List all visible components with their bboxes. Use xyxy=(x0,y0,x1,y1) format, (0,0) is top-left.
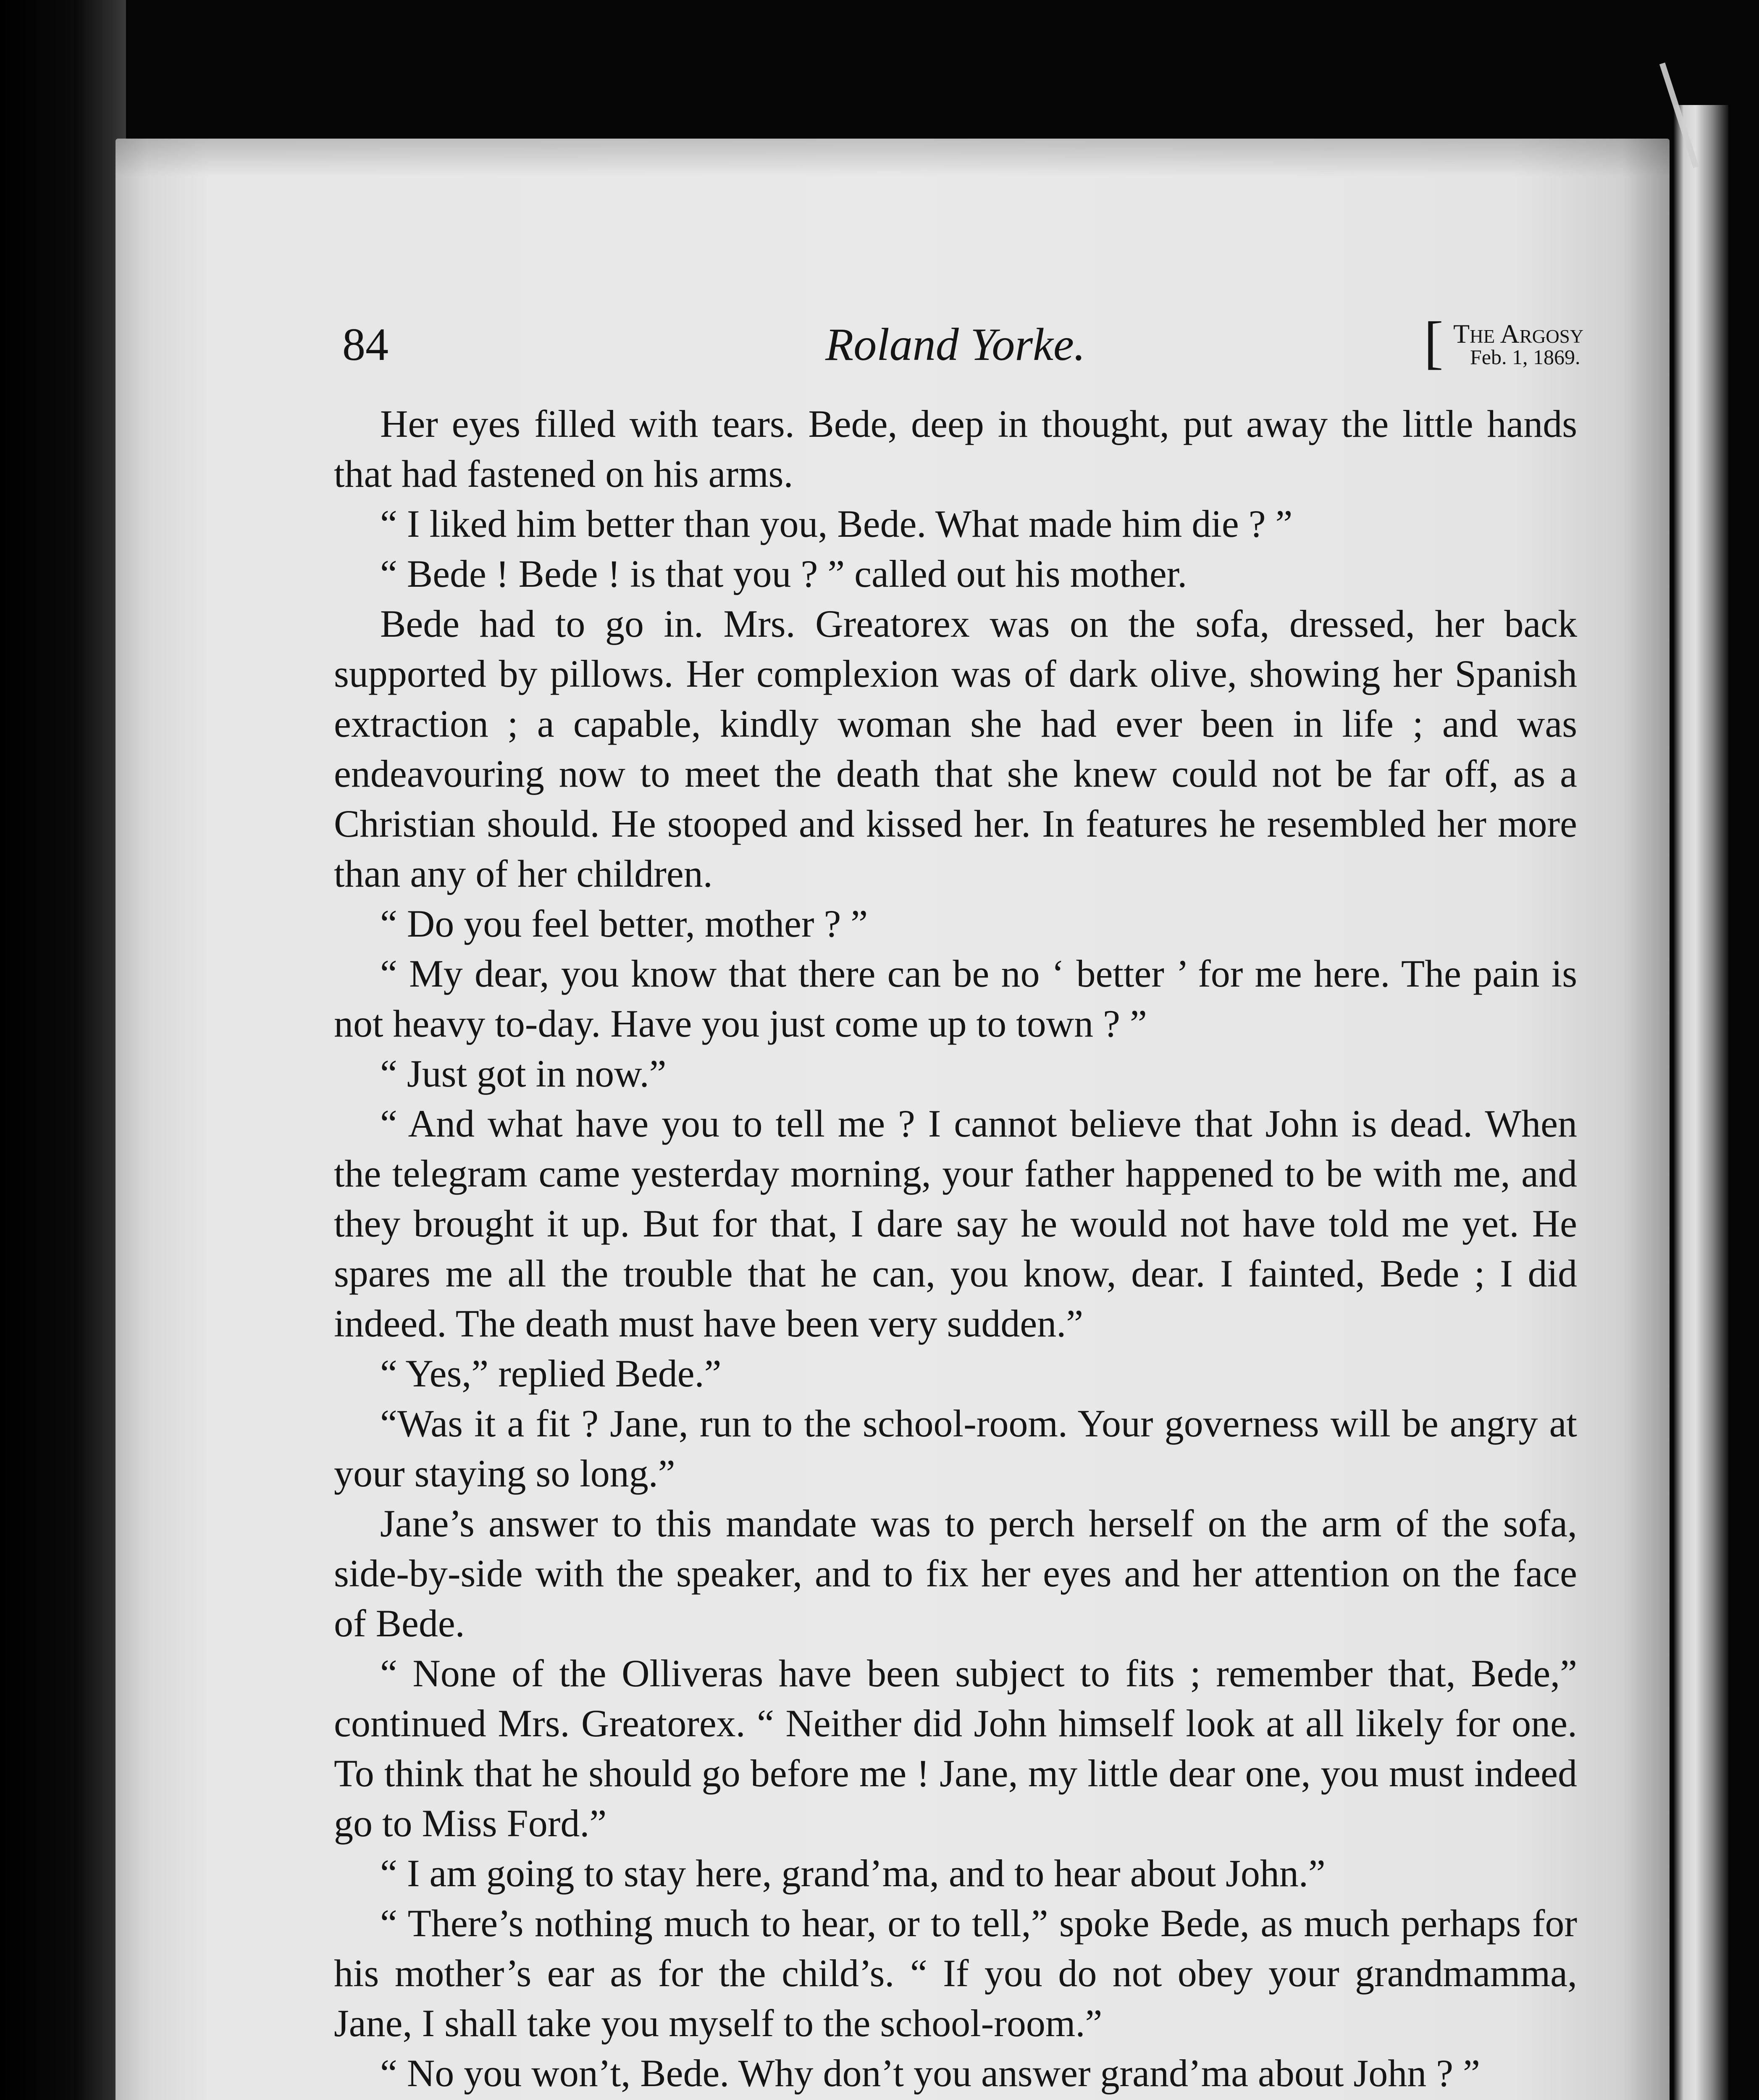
paragraph: “ Yes,” replied Bede.” xyxy=(380,1352,722,1395)
paragraph: Her eyes filled with tears. Bede, deep in thought, put away the little hands that had fastened on his arms. xyxy=(334,402,1577,495)
paragraph: “ No you won’t, Bede. Why don’t you answer grand’ma about John ? ” xyxy=(380,2052,1480,2095)
issue-note xyxy=(1424,310,1584,375)
paragraph xyxy=(334,2098,1577,2100)
page-number: 84 xyxy=(342,319,389,370)
body-text xyxy=(334,399,1577,2100)
publication-name: The Argosy xyxy=(1453,319,1584,349)
adjacent-page-edge xyxy=(1674,105,1728,2100)
issue-bracket: [ xyxy=(1424,310,1444,375)
running-title: Roland Yorke. xyxy=(825,319,1086,370)
issue-date: Feb. 1, 1869. xyxy=(1470,345,1580,369)
paragraph: Jane’s answer to this mandate was to perch herself on the arm of the sofa, side-by-side with the speaker, and to fix her eyes and her attention on the face of Bede. xyxy=(334,1502,1577,1645)
paragraph: “ There’s nothing much to hear, or to tell,” spoke Bede, as much perhaps for his mother’s ear as for the child’s. “ If you do not obey your grandmamma, Jane, I shall take you myself to the school-room.” xyxy=(334,1902,1577,2045)
book-gutter-shadow xyxy=(0,0,126,2100)
paragraph: “ Just got in now.” xyxy=(380,1052,667,1095)
page-top-shadow xyxy=(116,139,1670,176)
paragraph: “ I liked him better than you, Bede. What made him die ? ” xyxy=(380,502,1293,545)
paragraph: “Was it a fit ? Jane, run to the school-room. Your governess will be angry at your staying so long.” xyxy=(334,1402,1577,1495)
paragraph: “ None of the Olliveras have been subject to fits ; remember that, Bede,” continued Mrs. Greatorex. “ Neither did John himself look at all likely for one. To think that he should go before me ! Jane, my little dear one, you must indeed go to Miss Ford.” xyxy=(334,1652,1577,1845)
paragraph: “ Bede ! Bede ! is that you ? ” called out his mother. xyxy=(380,552,1187,595)
paragraph: “ Do you feel better, mother ? ” xyxy=(380,902,868,945)
paragraph: Bede had to go in. Mrs. Greatorex was on the sofa, dressed, her back supported by pillows. Her complexion was of dark olive, showing her Spanish extraction ; a capable, kindly woman she had ever been in life ; and was endeavouring now to meet the death that she knew could not be far off, as a Christian should. He stooped and kissed her. In features he resembled her more than any of her children. xyxy=(334,602,1577,895)
running-header xyxy=(342,310,1584,375)
paragraph: “ I am going to stay here, grand’ma, and to hear about John.” xyxy=(380,1852,1326,1895)
paragraph: “ And what have you to tell me ? I cannot believe that John is dead. When the telegram came yesterday morning, your father happened to be with me, and they brought it up. But for that, I dare say he would not have told me yet. He spares me all the trouble that he can, you know, dear. I fainted, Bede ; I did indeed. The death must have been very sudden.” xyxy=(334,1102,1577,1345)
paragraph: “ My dear, you know that there can be no ‘ better ’ for me here. The pain is not heavy to-day. Have you just come up to town ? ” xyxy=(334,952,1577,1045)
